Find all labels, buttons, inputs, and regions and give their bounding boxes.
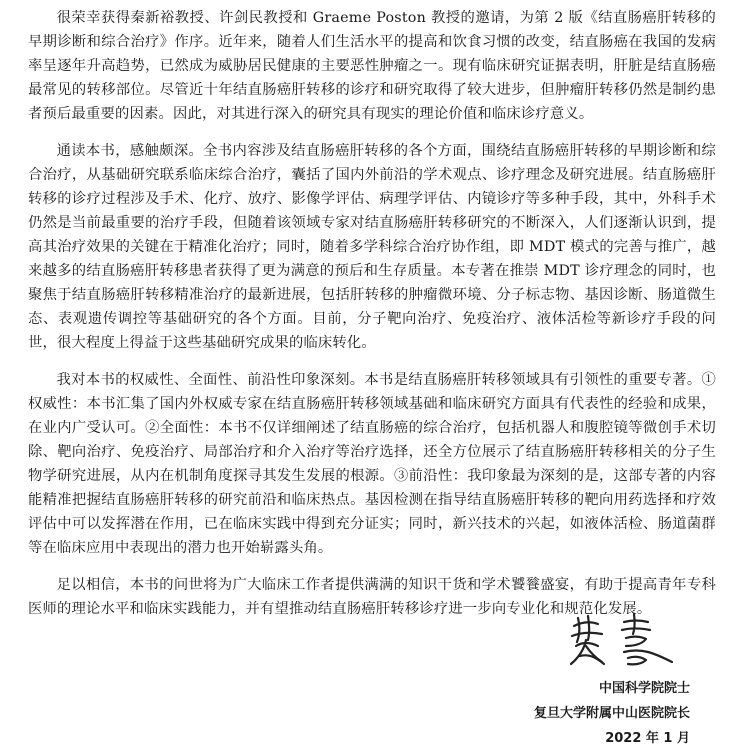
signer-title-hospital: 复旦大学附属中山医院院长 — [533, 706, 690, 721]
signature-block — [534, 676, 690, 751]
preface-paragraph-4: 足以相信，本书的问世将为广大临床工作者提供满满的知识干货和学术饕餮盛宴，有助于提高青年专科医师的理论水平和临床实践能力，并有望推动结直肠癌肝转移诊疗进一步向专业化和规范化发展。 — [28, 577, 716, 617]
handwritten-signature — [568, 612, 678, 668]
preface-paragraph-1: 很荣幸获得秦新裕教授、许剑民教授和 Graeme Poston 教授的邀请，为第 2 版《结直肠癌肝转移的早期诊断和综合治疗》作序。近年来，随着人们生活水平的提高和饮食习惯的改变，结直肠癌在我国的发病率呈逐年升高趋势，已然成为威胁居民健康的主要恶性肿瘤之一。现有临床研究证据表明，肝脏是结直肠癌最常见的转移部位。尽管近十年结直肠癌肝转移的诊疗和研究取得了较大进步，但肿瘤肝转移仍然是制约患者预后最重要的因素。因此，对其进行深入的研究具有现实的理论价值和临床诊疗意义。 — [28, 10, 716, 122]
signature-icon — [568, 612, 678, 668]
preface-paragraph-3: 我对本书的权威性、全面性、前沿性印象深刻。本书是结直肠癌肝转移领域具有引领性的重要专著。①权威性：本书汇集了国内外权威专家在结直肠癌肝转移领域基础和临床研究方面具有代表性的经验和成果，在业内广受认可。②全面性：本书不仅详细阐述了结直肠癌的综合治疗，包括机器人和腹腔镜等微创手术切除、靶向治疗、免疫治疗、局部治疗和介入治疗等治疗选择，还全方位展示了结直肠癌肝转移相关的分子生物学研究进展，从内在机制角度探寻其发生发展的根源。③前沿性：我印象最为深刻的是，这部专著的内容能精准把握结直肠癌肝转移的研究前沿和临床热点。基因检测在指导结直肠癌肝转移的靶向用药选择和疗效评估中可以发挥潜在作用，已在临床实践中得到充分证实；同时，新兴技术的兴起，如液体活检、肠道菌群等在临床应用中表现出的潜力也开始崭露头角。 — [28, 372, 716, 556]
signature-date: 2022 年 1 月 — [605, 731, 690, 746]
preface-paragraph-2: 通读本书，感触颇深。全书内容涉及结直肠癌肝转移的各个方面，围绕结直肠癌肝转移的早期诊断和综合治疗，从基础研究联系临床综合治疗，囊括了国内外前沿的学术观点、诊疗理念及研究进展。结直肠癌肝转移的诊疗过程涉及手术、化疗、放疗、影像学评估、病理学评估、内镜诊疗等多种手段，其中，外科手术仍然是当前最重要的治疗手段，但随着该领域专家对结直肠癌肝转移研究的不断深入，人们逐渐认识到，提高其治疗效果的关键在于精准化治疗；同时，随着多学科综合治疗协作组，即 MDT 模式的完善与推广，越来越多的结直肠癌肝转移患者获得了更为满意的预后和生存质量。本专著在推崇 MDT 诊疗理念的同时，也聚焦于结直肠癌肝转移精准治疗的最新进展，包括肝转移的肿瘤微环境、分子标志物、基因诊断、肠道微生态、表观遗传调控等基础研究的各个方面。目前，分子靶向治疗、免疫治疗、液体活检等新诊疗手段的问世，很大程度上得益于这些基础研究成果的临床转化。 — [28, 143, 716, 351]
signer-title-academician: 中国科学院院士 — [598, 681, 690, 696]
